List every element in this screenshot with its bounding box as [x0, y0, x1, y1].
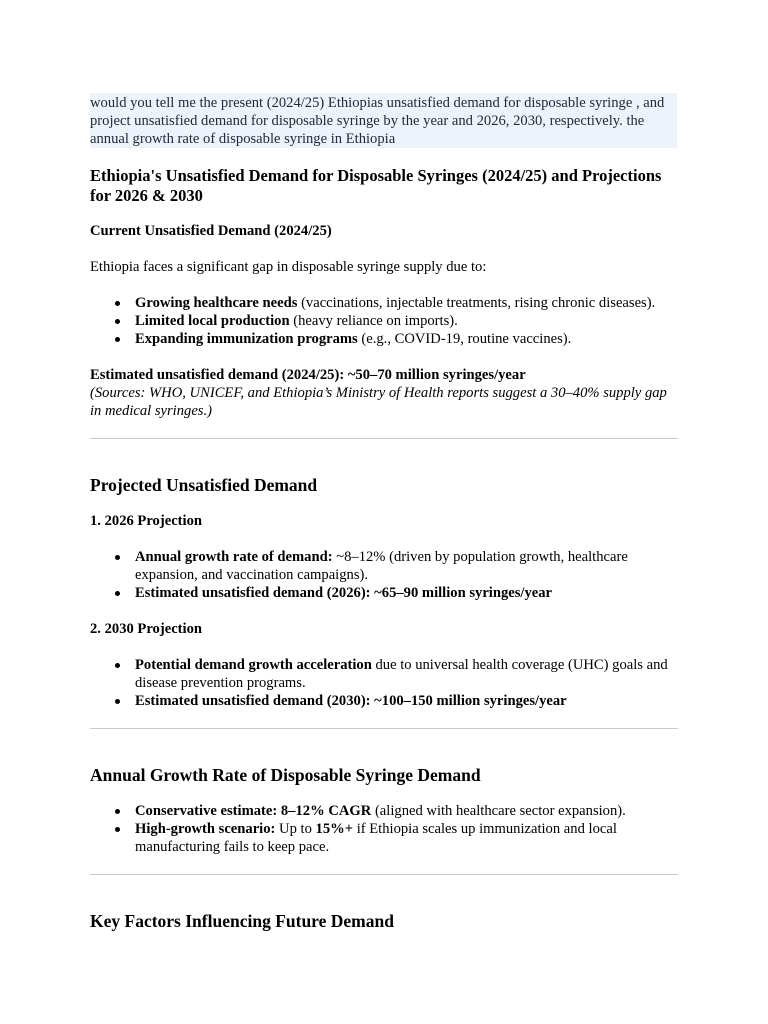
- list-item: Conservative estimate: 8–12% CAGR (aligned with healthcare sector expansion).: [135, 802, 678, 820]
- list-item: Annual growth rate of demand: ~8–12% (driven by population growth, healthcare expansion, and vaccination campaigns).: [135, 548, 678, 584]
- growth-rate-list: [90, 802, 678, 856]
- current-demand-sources: (Sources: WHO, UNICEF, and Ethiopia’s Ministry of Health reports suggest a 30–40% supply gap in medical syringes.): [90, 385, 667, 419]
- user-query-message: would you tell me the present (2024/25) Ethiopias unsatisfied demand for disposable syringe , and project unsatisfied demand for disposable syringe by the year and 2026, 2030, respectively. the annual growth rate of disposable syringe in Ethiopia: [90, 93, 677, 148]
- list-item: Limited local production (heavy reliance on imports).: [135, 312, 678, 330]
- projection-2030-list: [90, 656, 678, 710]
- response-title: Ethiopia's Unsatisfied Demand for Disposable Syringes (2024/25) and Projections for 2026 & 2030: [90, 166, 662, 205]
- projected-demand-heading: Projected Unsatisfied Demand: [90, 475, 318, 495]
- list-item: High-growth scenario: Up to 15%+ if Ethiopia scales up immunization and local manufacturing fails to keep pace.: [135, 820, 678, 856]
- list-item: Estimated unsatisfied demand (2026): ~65–90 million syringes/year: [135, 584, 678, 602]
- list-item: Estimated unsatisfied demand (2030): ~100–150 million syringes/year: [135, 692, 678, 710]
- projection-2030-heading: 2. 2030 Projection: [90, 621, 202, 637]
- projection-2026-heading: 1. 2026 Projection: [90, 513, 202, 529]
- current-demand-intro: Ethiopia faces a significant gap in disposable syringe supply due to:: [90, 259, 487, 275]
- current-demand-estimate: Estimated unsatisfied demand (2024/25): ~50–70 million syringes/year: [90, 367, 526, 383]
- list-item: Expanding immunization programs (e.g., COVID-19, routine vaccines).: [135, 330, 678, 348]
- projection-2026-list: [90, 548, 678, 602]
- list-item: Growing healthcare needs (vaccinations, injectable treatments, rising chronic diseases).: [135, 294, 678, 312]
- current-demand-heading: Current Unsatisfied Demand (2024/25): [90, 223, 332, 239]
- list-item: Potential demand growth acceleration due to universal health coverage (UHC) goals and disease prevention programs.: [135, 656, 678, 692]
- current-demand-reasons-list: [90, 294, 678, 348]
- growth-rate-heading: Annual Growth Rate of Disposable Syringe Demand: [90, 765, 481, 785]
- assistant-response: [90, 166, 678, 931]
- key-factors-heading: Key Factors Influencing Future Demand: [90, 911, 394, 931]
